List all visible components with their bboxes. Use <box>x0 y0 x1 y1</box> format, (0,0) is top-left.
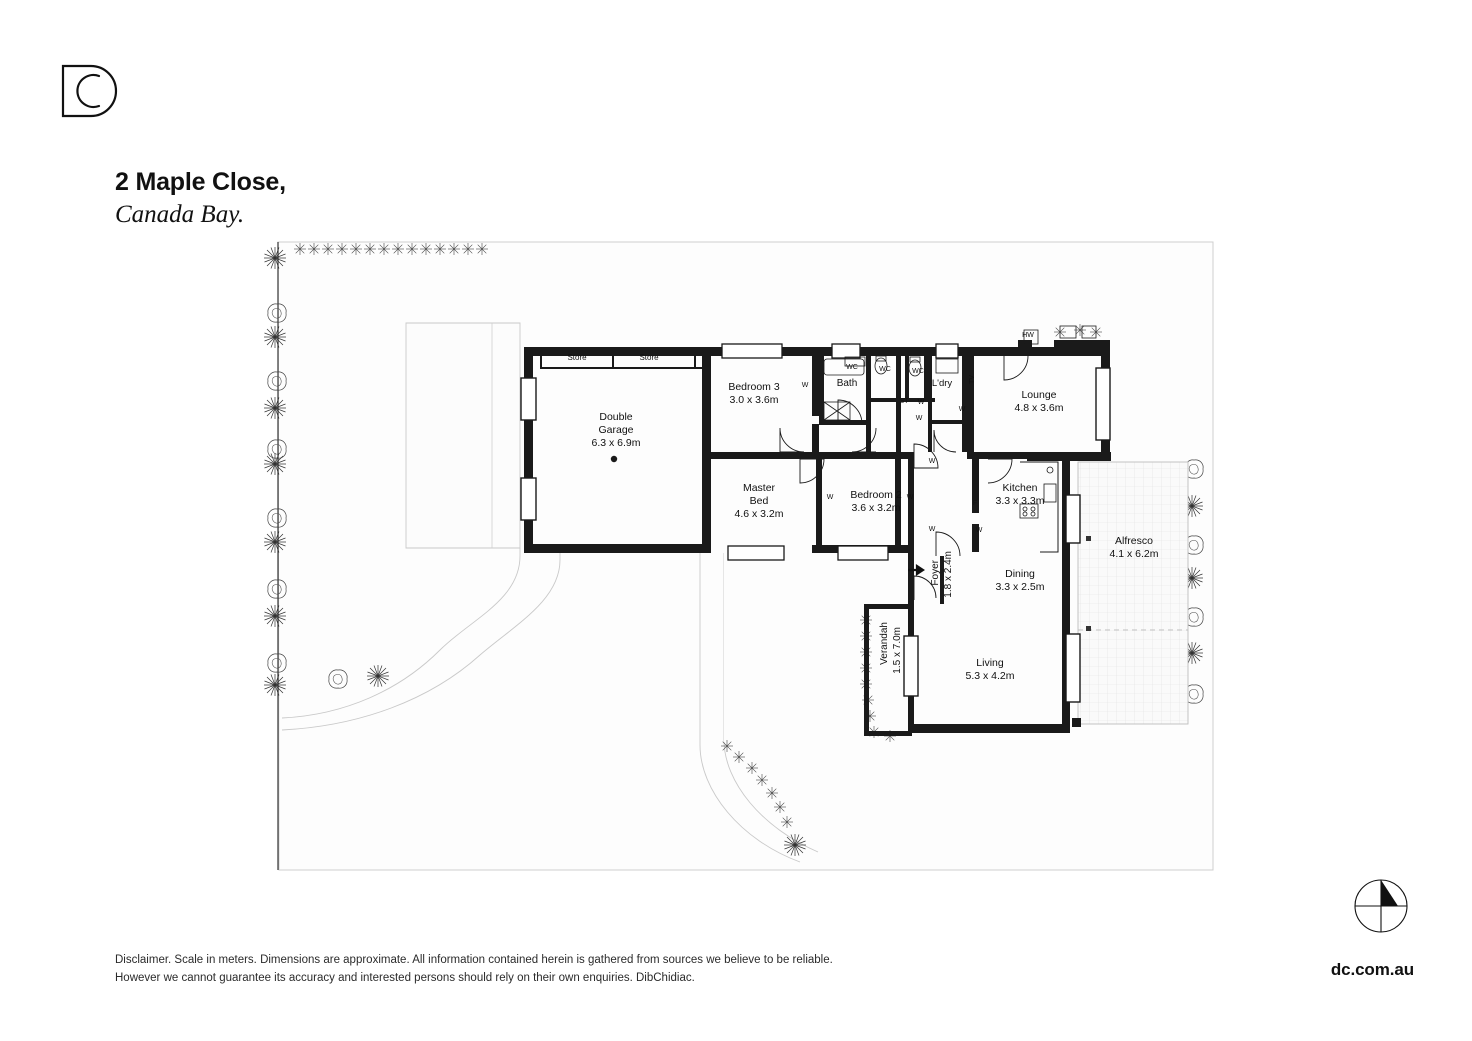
store-right-label: Store <box>639 353 659 362</box>
address-line-2: Canada Bay. <box>115 200 245 228</box>
room-lounge-label: Lounge <box>1021 389 1057 401</box>
address-line-1: 2 Maple Close, <box>115 168 286 196</box>
room-double-garage-label2: Garage <box>598 424 634 436</box>
wc-1-label: WC <box>846 364 858 371</box>
fridge-label: F <box>972 500 978 507</box>
room-laundry-label: L'dry <box>931 378 953 389</box>
wardrobe-5-label: W <box>928 458 936 465</box>
room-bedroom-3-dims: 3.0 x 3.6m <box>729 394 779 406</box>
disclaimer-line-1: Disclaimer. Scale in meters. Dimensions are approximate. All information contained herein is gathered from sources we believe to be reliable. <box>115 954 833 966</box>
wardrobe-8-label: W <box>906 494 914 501</box>
room-bedroom-3-label: Bedroom 3 <box>728 381 780 393</box>
store-left-label: Store <box>567 353 587 362</box>
wardrobe-6-label: W <box>928 526 936 533</box>
wardrobe-3-label: W <box>958 406 966 413</box>
wardrobe-1-label: W <box>801 382 809 389</box>
room-master-bed-dims: 4.6 x 3.2m <box>734 508 784 520</box>
room-kitchen-dims: 3.3 x 3.3m <box>995 495 1045 507</box>
room-bedroom-2-label: Bedroom 2 <box>850 489 902 501</box>
wardrobe-2-label: W <box>917 399 925 406</box>
wc-3-label: WC <box>912 368 924 375</box>
wardrobe-9-label: W <box>975 527 983 534</box>
room-dining-dims: 3.3 x 2.5m <box>995 581 1045 593</box>
tv-point-label: TV <box>969 375 976 384</box>
room-alfresco-dims: 4.1 x 6.2m <box>1109 548 1159 560</box>
room-bath-label: Bath <box>836 378 858 389</box>
room-verandah-dims: 1.5 x 7.0m <box>892 627 903 674</box>
room-foyer-dims: 1.8 x 2.4m <box>943 551 954 598</box>
alfresco-slab <box>1072 452 1188 727</box>
room-kitchen-label: Kitchen <box>1002 482 1038 494</box>
room-double-garage-dims: 6.3 x 6.9m <box>591 437 641 449</box>
study-nook-label: ST <box>899 398 909 405</box>
disclaimer <box>115 952 945 988</box>
wardrobe-4-label: W <box>915 415 923 422</box>
compass-north-icon <box>1355 880 1407 932</box>
room-alfresco-label: Alfresco <box>1115 535 1153 547</box>
room-foyer-label: Foyer <box>930 560 941 586</box>
room-dining-label: Dining <box>1005 568 1035 580</box>
room-master-bed-label: Master <box>742 482 776 494</box>
room-double-garage-label: Double <box>599 411 633 423</box>
room-living-label: Living <box>976 657 1004 669</box>
room-master-bed-label2: Bed <box>749 495 769 507</box>
hot-water-label: HW <box>1022 332 1034 339</box>
room-living-dims: 5.3 x 4.2m <box>965 670 1015 682</box>
room-verandah-label: Verandah <box>879 622 890 665</box>
room-bedroom-2-dims: 3.6 x 3.2m <box>851 502 901 514</box>
room-lounge-dims: 4.8 x 3.6m <box>1014 402 1064 414</box>
disclaimer-line-2: However we cannot guarantee its accuracy and interested persons should rely on their own enquiries. DibChidiac. <box>115 971 695 984</box>
website-label[interactable]: dc.com.au <box>1330 960 1414 979</box>
wardrobe-7-label: W <box>826 494 834 501</box>
wc-2-label: WC <box>879 366 891 373</box>
